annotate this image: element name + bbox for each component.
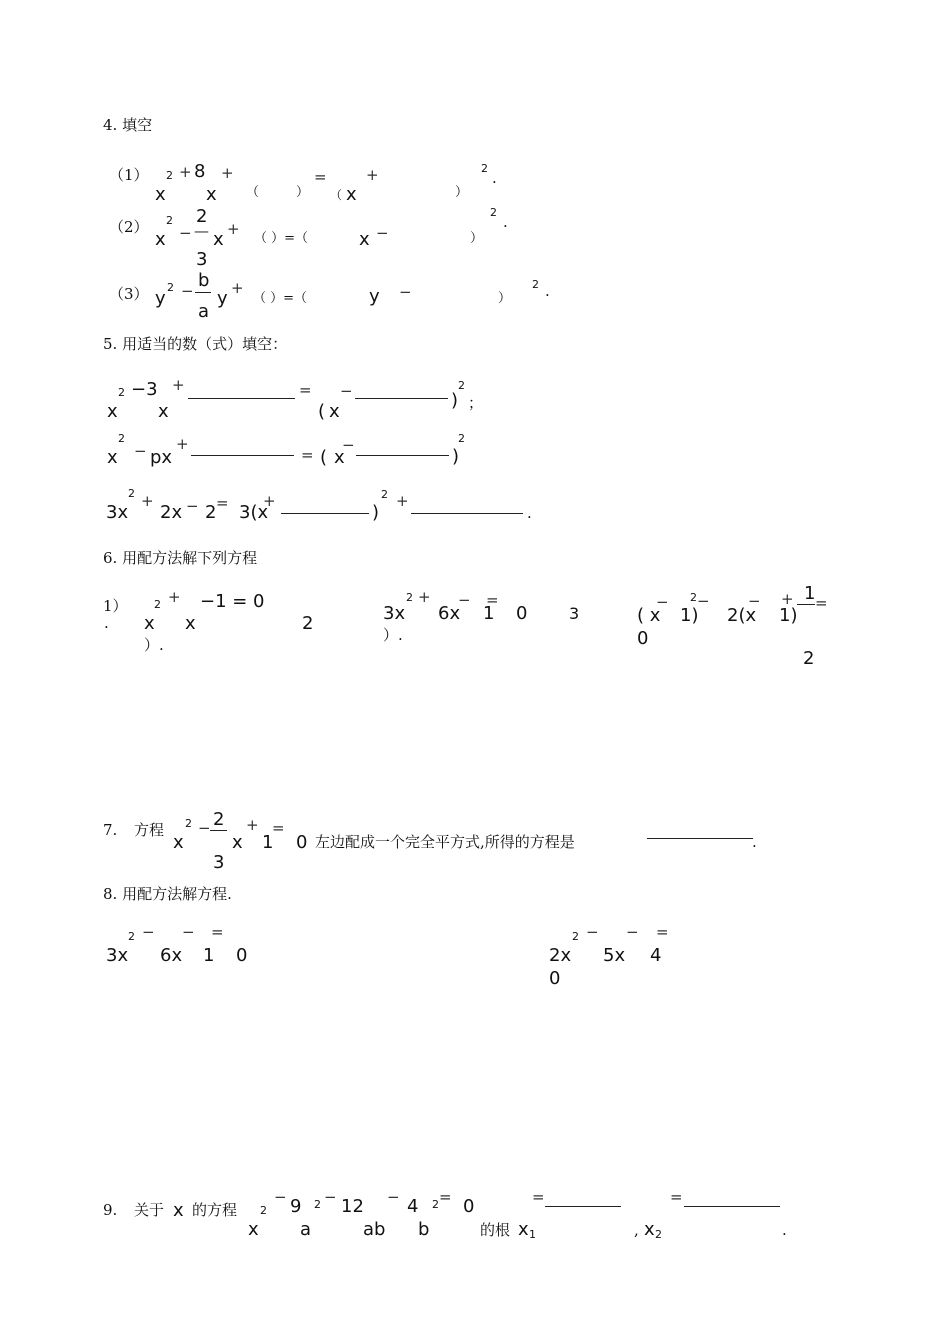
superscript: 2	[532, 278, 539, 291]
answer-blank[interactable]	[356, 455, 449, 456]
paren-open: (	[320, 447, 328, 468]
paren-close: ）	[296, 185, 310, 200]
q7-prompt: 左边配成一个完全平方式,所得的方程是	[315, 833, 575, 851]
fraction-bar: —	[194, 222, 209, 240]
plus-sign: +	[418, 588, 431, 606]
superscript: 2	[128, 930, 135, 943]
math-term: 3x	[383, 603, 406, 624]
math-number: 1	[262, 832, 274, 853]
minus-sign: −	[342, 436, 355, 454]
math-var: x	[158, 401, 169, 422]
math-var: x	[144, 613, 155, 634]
period: .	[503, 213, 508, 231]
superscript: 2	[690, 591, 697, 604]
math-term: 6x	[438, 603, 461, 624]
fraction-denominator: 3	[196, 249, 208, 270]
math-var: y	[155, 288, 166, 309]
plus-sign: +	[227, 220, 240, 238]
math-term: 2x	[549, 945, 572, 966]
equals-sign: =	[815, 594, 828, 612]
equals-sign: =	[532, 1188, 545, 1206]
plus-sign: +	[396, 492, 409, 510]
math-var: x	[107, 401, 118, 422]
period: .	[752, 833, 757, 851]
comma: ,	[634, 1221, 639, 1239]
q6-item-label: 1）	[103, 597, 128, 615]
minus-sign: −	[134, 442, 147, 460]
math-number: 1	[483, 603, 495, 624]
minus-sign: −	[181, 282, 194, 300]
math-var: x	[334, 447, 345, 468]
paren-close: ）.	[383, 626, 403, 644]
paren-close: ）.	[144, 636, 164, 654]
math-term: 1)	[779, 605, 798, 626]
superscript: 2	[572, 930, 579, 943]
fraction-numerator: 1	[804, 583, 816, 604]
fraction-denominator: 3	[213, 852, 225, 873]
fraction-numerator: 2	[196, 206, 208, 227]
math-var: x	[329, 401, 340, 422]
blank-and-equals: （ ）=（	[253, 291, 308, 306]
math-var: x	[206, 184, 217, 205]
math-term: 6x	[160, 945, 183, 966]
math-var: x	[213, 229, 224, 250]
superscript: 2	[167, 281, 174, 294]
math-number: 0	[296, 832, 308, 853]
fraction-denominator: a	[198, 301, 210, 322]
superscript: 2	[432, 1198, 439, 1211]
math-var: x	[173, 1200, 184, 1221]
paren-close: )	[452, 446, 460, 467]
superscript: 2	[118, 432, 125, 445]
period: .	[104, 614, 109, 632]
math-number: 1	[203, 945, 215, 966]
superscript: 2	[381, 488, 388, 501]
superscript: 2	[154, 598, 161, 611]
superscript: 2	[128, 487, 135, 500]
answer-blank-x1[interactable]	[545, 1206, 621, 1207]
math-number: 0	[549, 968, 561, 989]
fraction-bar	[195, 292, 211, 293]
math-term: 3x	[106, 502, 129, 523]
math-var: x	[155, 229, 166, 250]
equals-sign: =	[301, 446, 314, 464]
math-number: 0	[516, 603, 528, 624]
period: .	[545, 282, 550, 300]
minus-sign: −	[182, 923, 195, 941]
superscript: 2	[166, 214, 173, 227]
plus-sign: +	[221, 164, 234, 182]
superscript: 2	[260, 1204, 267, 1217]
equals-sign: =	[656, 923, 669, 941]
math-var: x	[155, 184, 166, 205]
plus-sign: +	[168, 588, 181, 606]
math-number: 9	[290, 1196, 302, 1217]
math-var: x	[232, 832, 243, 853]
equals-sign: =	[216, 494, 229, 512]
fraction-numerator: 2	[213, 809, 225, 830]
paren-open: (	[318, 401, 326, 422]
paren-open: （	[246, 185, 260, 200]
math-var: x	[107, 447, 118, 468]
minus-sign: −	[179, 224, 192, 242]
plus-sign: +	[172, 376, 185, 394]
answer-blank[interactable]	[355, 398, 448, 399]
equals-sign: =	[670, 1188, 683, 1206]
superscript: 2	[166, 169, 173, 182]
plus-sign: +	[231, 279, 244, 297]
paren-open: （	[330, 188, 343, 202]
minus-sign: −	[340, 382, 353, 400]
period: .	[527, 504, 532, 522]
math-var: x	[644, 1219, 655, 1240]
fraction-bar	[797, 604, 815, 605]
minus-sign: −	[324, 1188, 337, 1206]
q4-part3-number: （3）	[109, 285, 149, 303]
superscript: 2	[118, 386, 125, 399]
minus-sign: −	[274, 1188, 287, 1206]
math-var: y	[369, 286, 380, 307]
answer-blank[interactable]	[281, 513, 369, 514]
math-var: x	[346, 184, 357, 205]
minus-sign: −	[186, 497, 199, 515]
fraction-bar	[210, 830, 227, 831]
q7-number: 7.	[103, 821, 118, 839]
minus-sign: −	[198, 819, 211, 837]
superscript: 2	[490, 206, 497, 219]
math-term: ( x	[637, 605, 661, 626]
plus-sign: +	[179, 163, 192, 181]
math-var: x	[518, 1219, 529, 1240]
math-var: a	[300, 1219, 312, 1240]
math-var: x	[359, 229, 370, 250]
minus-sign: −	[387, 1188, 400, 1206]
subscript: 1	[529, 1228, 536, 1241]
paren-close: )	[451, 390, 459, 411]
q4-part1-number: （1）	[109, 166, 149, 184]
q9-number: 9.	[103, 1201, 118, 1219]
minus-sign: −	[656, 593, 669, 611]
math-number: 8	[194, 161, 206, 182]
superscript: 2	[314, 1198, 321, 1211]
plus-sign: +	[176, 435, 189, 453]
math-number: 0	[637, 628, 649, 649]
math-var: x	[173, 832, 184, 853]
math-term: −1 = 0	[200, 591, 265, 612]
minus-sign: −	[142, 923, 155, 941]
q7-label: 方程	[134, 821, 165, 839]
plus-sign: +	[781, 590, 794, 608]
math-var: b	[418, 1219, 430, 1240]
math-var: y	[217, 288, 228, 309]
math-number: 4	[407, 1196, 419, 1217]
math-number: 2	[205, 502, 217, 523]
period: .	[782, 1221, 787, 1239]
math-term: 3(x	[239, 502, 269, 523]
q9-label: 关于	[134, 1201, 165, 1219]
math-number: 4	[650, 945, 662, 966]
equals-sign: =	[272, 819, 285, 837]
math-var: x	[185, 613, 196, 634]
fraction-denominator: 2	[803, 648, 815, 669]
math-number: 0	[236, 945, 248, 966]
q5-title: 5. 用适当的数（式）填空：	[103, 335, 288, 353]
q9-label2: 的方程	[192, 1201, 238, 1219]
superscript: 2	[481, 162, 488, 175]
subscript: 2	[655, 1228, 662, 1241]
superscript: 2	[406, 591, 413, 604]
equals-sign: =	[439, 1188, 452, 1206]
equals-sign: =	[299, 381, 312, 399]
answer-blank[interactable]	[188, 398, 295, 399]
answer-blank-x2[interactable]	[684, 1206, 780, 1207]
paren-close: ）	[455, 185, 469, 200]
math-term: 5x	[603, 945, 626, 966]
minus-sign: −	[399, 283, 412, 301]
superscript: 2	[458, 379, 465, 392]
period: .	[492, 169, 497, 187]
equals-sign: =	[314, 168, 327, 186]
minus-sign: −	[626, 923, 639, 941]
minus-sign: −	[748, 592, 761, 610]
answer-blank[interactable]	[191, 455, 294, 456]
q8-title: 8. 用配方法解方程.	[103, 885, 232, 903]
math-number: 2	[302, 613, 314, 634]
superscript: 2	[185, 817, 192, 830]
math-term: px	[150, 447, 173, 468]
q4-part2-number: （2）	[109, 218, 149, 236]
blank-and-equals: （ ）=（	[254, 231, 309, 246]
plus-sign: +	[263, 492, 276, 510]
math-term: −3	[131, 379, 158, 400]
paren-close: )	[372, 502, 380, 523]
minus-sign: −	[376, 224, 389, 242]
fraction-numerator: b	[198, 270, 210, 291]
plus-sign: +	[366, 166, 379, 184]
math-number: 3	[569, 604, 580, 623]
minus-sign: −	[586, 923, 599, 941]
plus-sign: +	[246, 816, 259, 834]
semicolon: ；	[468, 394, 484, 412]
minus-sign: −	[458, 591, 471, 609]
math-number: 0	[463, 1196, 475, 1217]
math-term: 2x	[160, 502, 183, 523]
q4-title: 4. 填空	[103, 116, 153, 134]
minus-sign: −	[697, 592, 710, 610]
math-number: 12	[341, 1196, 364, 1217]
math-term: ab	[363, 1219, 386, 1240]
math-term: 3x	[106, 945, 129, 966]
q9-roots-label: 的根	[480, 1221, 511, 1239]
math-var: x	[248, 1219, 259, 1240]
equals-sign: =	[211, 923, 224, 941]
math-term: 2(x	[727, 605, 757, 626]
plus-sign: +	[141, 492, 154, 510]
answer-blank[interactable]	[647, 838, 753, 839]
math-term: 1)	[680, 605, 699, 626]
equals-sign: =	[486, 591, 499, 609]
answer-blank[interactable]	[411, 513, 523, 514]
q6-title: 6. 用配方法解下列方程	[103, 549, 258, 567]
paren-close: ）	[470, 231, 484, 246]
superscript: 2	[458, 432, 465, 445]
paren-close: ）	[498, 291, 512, 306]
